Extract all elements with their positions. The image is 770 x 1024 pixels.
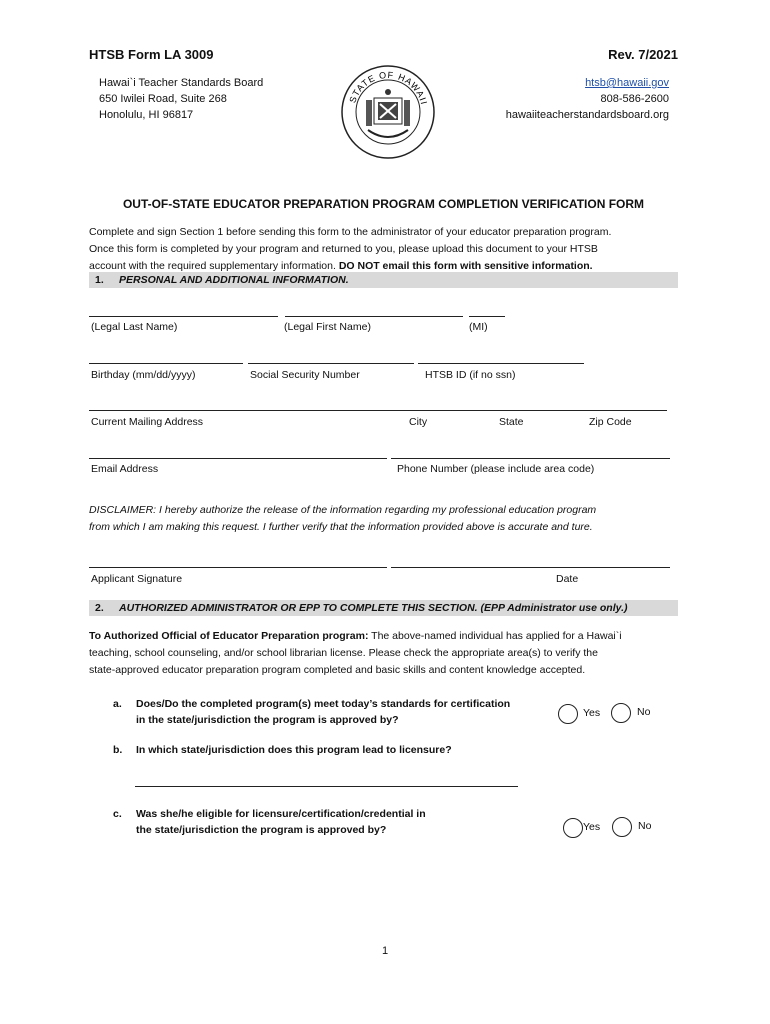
first-name-field[interactable]: [285, 316, 463, 317]
section2-intro-line3: state-approved educator preparation program completed and basic skills and content knowledge accepted.: [89, 664, 586, 676]
phone-field[interactable]: [391, 458, 670, 459]
address-line1: 650 Iwilei Road, Suite 268: [99, 93, 227, 105]
org-name: Hawai`i Teacher Standards Board: [99, 77, 264, 89]
zip-label: Zip Code: [589, 416, 632, 428]
email-link[interactable]: htsb@hawaii.gov: [585, 77, 669, 89]
intro-line3: account with the required supplementary information.: [89, 260, 336, 272]
phone-label: Phone Number (please include area code): [397, 463, 595, 475]
question-c-no-radio[interactable]: [612, 817, 632, 837]
seal-text: STATE OF HAWAII: [347, 69, 430, 107]
question-c-letter: c.: [113, 808, 122, 820]
question-c-no-label: No: [638, 820, 652, 832]
form-title: OUT-OF-STATE EDUCATOR PREPARATION PROGRAM COMPLETION VERIFICATION FORM: [122, 197, 645, 211]
page-number: 1: [381, 945, 389, 957]
question-a-no-label: No: [637, 706, 651, 718]
intro-line1: Complete and sign Section 1 before sending this form to the administrator of your educator preparation program.: [89, 226, 612, 238]
mi-field[interactable]: [469, 316, 505, 317]
section1-header: [89, 272, 678, 288]
section1-title: PERSONAL AND ADDITIONAL INFORMATION.: [119, 274, 349, 286]
email-field[interactable]: [89, 458, 387, 459]
question-b-answer-field[interactable]: [135, 786, 518, 787]
intro-warning: DO NOT email this form with sensitive information.: [338, 260, 593, 272]
last-name-label: (Legal Last Name): [91, 321, 178, 333]
section2-intro-rest: The above-named individual has applied for a Hawai`i: [371, 630, 622, 642]
question-a-text: [136, 696, 510, 728]
section2-intro: [89, 628, 689, 679]
question-a-line2: in the state/jurisdiction the program is approved by?: [136, 714, 399, 726]
org-address: [99, 75, 263, 123]
intro-line2: Once this form is completed by your program and returned to you, please upload this document to your HTSB: [89, 243, 598, 255]
intro-paragraph: [89, 224, 689, 275]
ssn-label: Social Security Number: [250, 369, 360, 381]
seal-icon: [340, 64, 436, 160]
question-c-yes-radio[interactable]: [563, 818, 583, 838]
section1-number: 1.: [95, 274, 104, 286]
first-name-label: (Legal First Name): [284, 321, 371, 333]
form-id: HTSB Form LA 3009: [89, 47, 214, 62]
disclaimer-line1: DISCLAIMER: I hereby authorize the release of the information regarding my professional education program: [89, 504, 597, 516]
disclaimer-line2: from which I am making this request. I further verify that the information provided above is accurate and ture.: [89, 521, 593, 533]
htsb-id-label: HTSB ID (if no ssn): [425, 369, 516, 381]
city-label: City: [409, 416, 428, 428]
section2-title: AUTHORIZED ADMINISTRATOR OR EPP TO COMPLETE THIS SECTION. (EPP Administrator use only.): [119, 602, 628, 614]
disclaimer: [89, 502, 689, 536]
contact-info: [506, 75, 669, 123]
question-a-line1: Does/Do the completed program(s) meet today’s standards for certification: [136, 698, 511, 710]
ssn-field[interactable]: [248, 363, 414, 364]
phone-number: 808-586-2600: [600, 93, 669, 105]
birthday-label: Birthday (mm/dd/yyyy): [91, 369, 196, 381]
address-line2: Honolulu, HI 96817: [99, 109, 194, 121]
question-c-line1: Was she/he eligible for licensure/certification/credential in: [136, 808, 426, 820]
section2-header: [89, 600, 678, 616]
question-b-text: In which state/jurisdiction does this program lead to licensure?: [136, 744, 452, 756]
section2-intro-line2: teaching, school counseling, and/or school librarian license. Please check the appropriate area(s) to verify the: [89, 647, 598, 659]
signature-label: Applicant Signature: [91, 573, 183, 585]
question-a-yes-radio[interactable]: [558, 704, 578, 724]
state-label: State: [499, 416, 524, 428]
mi-label: (MI): [469, 321, 488, 333]
state-seal: [340, 64, 436, 160]
birthday-field[interactable]: [89, 363, 243, 364]
mailing-address-label: Current Mailing Address: [91, 416, 204, 428]
question-a-letter: a.: [113, 698, 122, 710]
question-c-yes-label: Yes: [583, 821, 601, 833]
email-label: Email Address: [91, 463, 159, 475]
section2-number: 2.: [95, 602, 104, 614]
date-label: Date: [556, 573, 579, 585]
revision: Rev. 7/2021: [608, 47, 678, 62]
question-a-no-radio[interactable]: [611, 703, 631, 723]
mailing-address-field[interactable]: [89, 410, 667, 411]
section2-intro-bold: To Authorized Official of Educator Preparation program:: [89, 630, 369, 642]
last-name-field[interactable]: [89, 316, 278, 317]
date-field[interactable]: [391, 567, 670, 568]
signature-field[interactable]: [89, 567, 387, 568]
question-c-text: [136, 806, 426, 838]
question-c-line2: the state/jurisdiction the program is approved by?: [136, 824, 387, 836]
htsb-id-field[interactable]: [418, 363, 584, 364]
question-a-yes-label: Yes: [583, 707, 601, 719]
question-b-letter: b.: [113, 744, 123, 756]
website: hawaiiteacherstandardsboard.org: [505, 109, 669, 121]
